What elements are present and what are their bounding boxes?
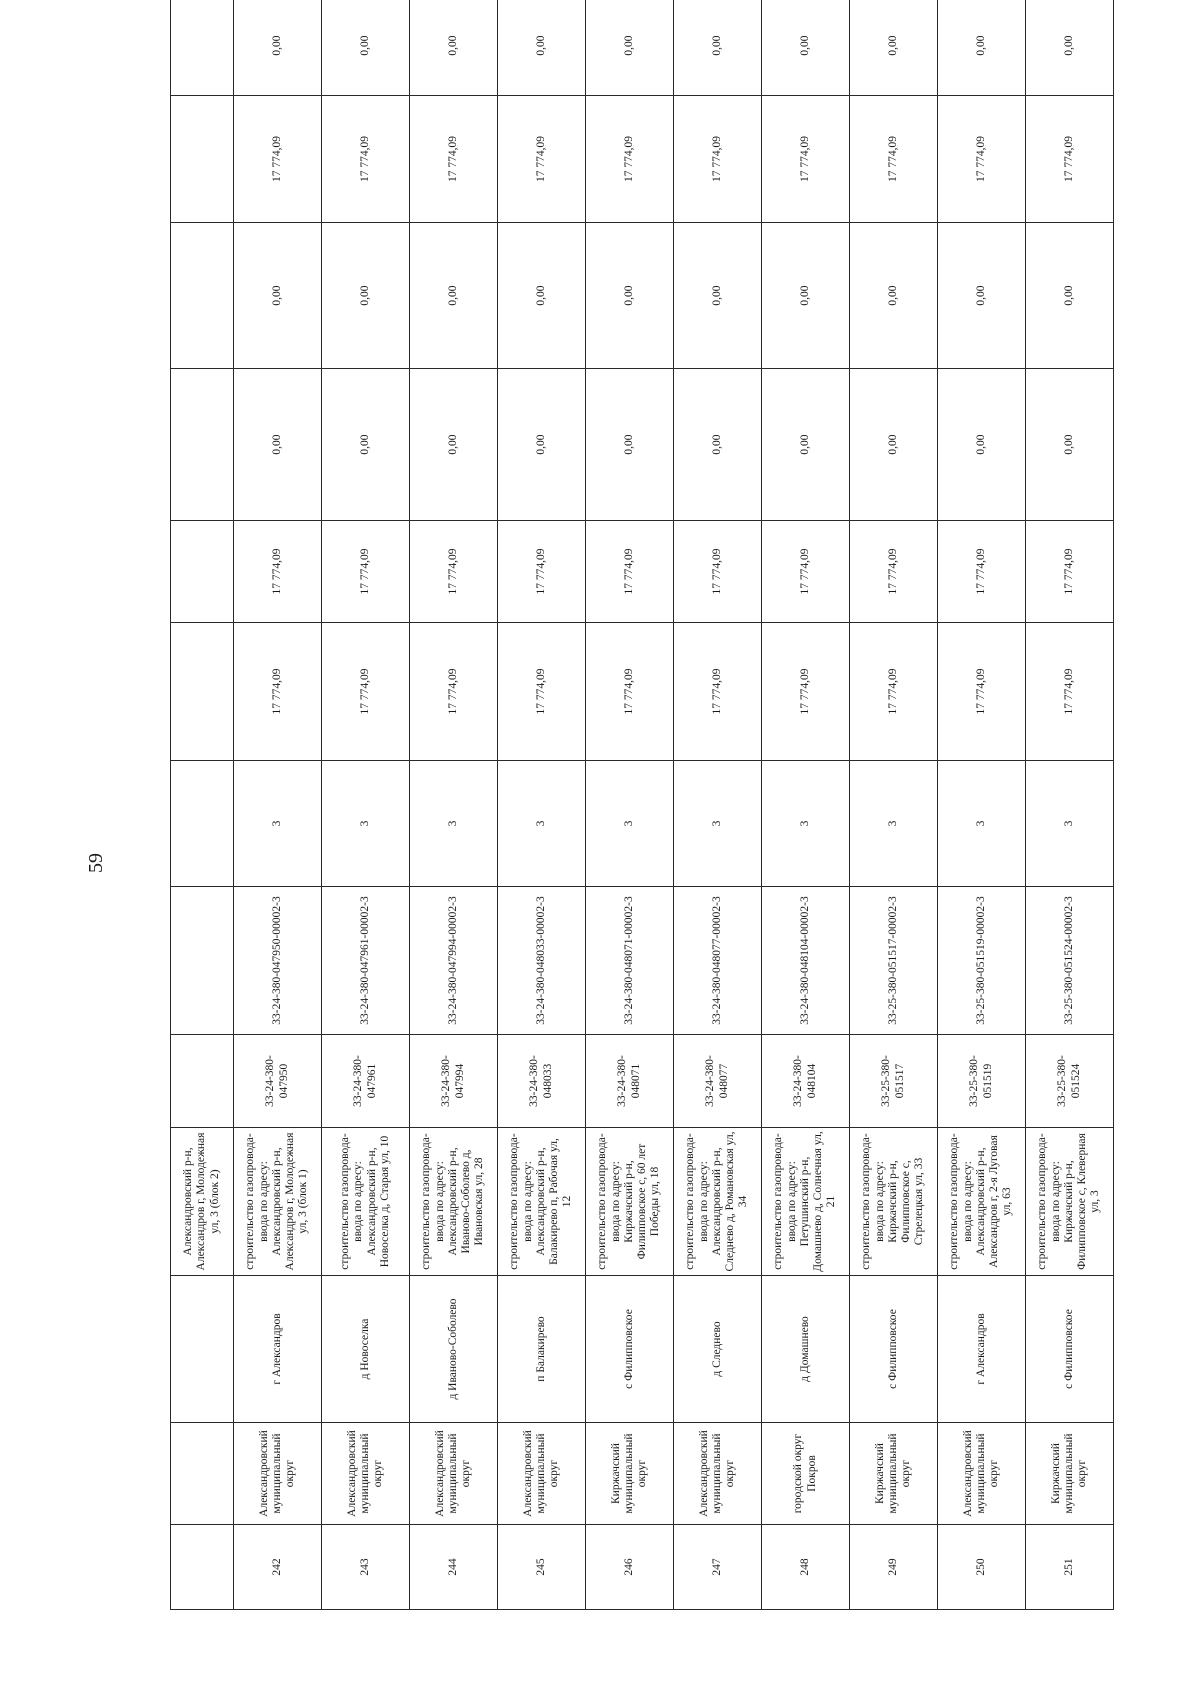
amount-cell: 17 774,09 (234, 521, 322, 623)
page-number: 59 (85, 853, 107, 873)
object-code-cell: 33-24-380-047994 (410, 1035, 498, 1128)
amount-zero-cell: 0,00 (762, 0, 850, 96)
amount-cell: 17 774,09 (322, 96, 410, 223)
amount-cell: 17 774,09 (938, 521, 1026, 623)
empty-cell (171, 223, 234, 369)
empty-cell (171, 1035, 234, 1128)
amount-cell: 17 774,09 (850, 521, 938, 623)
category-cell: 3 (586, 761, 674, 887)
amount-zero-cell: 0,00 (234, 369, 322, 521)
district-cell: Киржачский муниципальный округ (1026, 1423, 1114, 1525)
amount-cell: 17 774,09 (498, 521, 586, 623)
amount-zero-cell: 0,00 (938, 223, 1026, 369)
table-row (762, 0, 850, 1610)
category-cell: 3 (498, 761, 586, 887)
district-cell: Александровский муниципальный округ (322, 1423, 410, 1525)
amount-zero-cell: 0,00 (850, 0, 938, 96)
amount-zero-cell: 0,00 (498, 369, 586, 521)
amount-zero-cell: 0,00 (938, 369, 1026, 521)
object-name-cell: строительство газопровода-ввода по адресу: Александровский р-н, Александров г, 2-я Луговая ул, 63 (938, 1128, 1026, 1276)
amount-cell: 17 774,09 (410, 96, 498, 223)
amount-cell: 17 774,09 (674, 521, 762, 623)
object-code-cell: 33-25-380-051524 (1026, 1035, 1114, 1128)
amount-zero-cell: 0,00 (410, 223, 498, 369)
amount-cell: 17 774,09 (1026, 96, 1114, 223)
empty-cell (171, 761, 234, 887)
object-name-cell: строительство газопровода-ввода по адресу: Александровский р-н, Иваново-Соболево д, Ивановская ул, 28 (410, 1128, 498, 1276)
empty-cell (171, 1423, 234, 1525)
table-row (938, 0, 1026, 1610)
amount-zero-cell: 0,00 (762, 369, 850, 521)
district-cell: Александровский муниципальный округ (498, 1423, 586, 1525)
row-number-cell: 242 (234, 1525, 322, 1610)
amount-zero-cell: 0,00 (234, 0, 322, 96)
object-code-cell: 33-24-380-048033 (498, 1035, 586, 1128)
amount-total-cell: 17 774,09 (762, 623, 850, 761)
row-number-cell: 246 (586, 1525, 674, 1610)
category-cell: 3 (234, 761, 322, 887)
row-number-cell: 251 (1026, 1525, 1114, 1610)
amount-zero-cell: 0,00 (674, 369, 762, 521)
amount-zero-cell: 0,00 (410, 0, 498, 96)
amount-total-cell: 17 774,09 (586, 623, 674, 761)
amount-total-cell: 17 774,09 (1026, 623, 1114, 761)
amount-cell: 17 774,09 (322, 521, 410, 623)
amount-cell: 17 774,09 (498, 96, 586, 223)
object-code-cell: 33-24-380-047950 (234, 1035, 322, 1128)
amount-total-cell: 17 774,09 (674, 623, 762, 761)
district-cell: Александровский муниципальный округ (938, 1423, 1026, 1525)
district-cell: Александровский муниципальный округ (410, 1423, 498, 1525)
empty-cell (171, 1525, 234, 1610)
table-row (586, 0, 674, 1610)
amount-cell: 17 774,09 (762, 521, 850, 623)
row-number-cell: 249 (850, 1525, 938, 1610)
district-cell: Киржачский муниципальный округ (586, 1423, 674, 1525)
data-table (170, 0, 1114, 1610)
empty-cell (171, 623, 234, 761)
full-code-cell: 33-24-380-047994-00002-3 (410, 887, 498, 1035)
full-code-cell: 33-25-380-051519-00002-3 (938, 887, 1026, 1035)
object-name-cell: строительство газопровода-ввода по адресу: Александровский р-н, Александров г, Молодежная ул, 3 (блок 1) (234, 1128, 322, 1276)
row-number-cell: 245 (498, 1525, 586, 1610)
settlement-cell: д Новоселка (322, 1276, 410, 1423)
empty-cell (171, 0, 234, 96)
continued-row (171, 0, 234, 1610)
amount-zero-cell: 0,00 (322, 223, 410, 369)
amount-cell: 17 774,09 (762, 96, 850, 223)
settlement-cell: д Следнево (674, 1276, 762, 1423)
object-code-cell: 33-25-380-051519 (938, 1035, 1026, 1128)
object-code-cell: 33-24-380-048104 (762, 1035, 850, 1128)
table-row (1026, 0, 1114, 1610)
empty-cell (171, 369, 234, 521)
empty-cell (171, 96, 234, 223)
table-row (410, 0, 498, 1610)
empty-cell (171, 887, 234, 1035)
object-name-cell: строительство газопровода-ввода по адресу: Киржачский р-н, Филипповское с, Стрелецкая ул, 33 (850, 1128, 938, 1276)
amount-zero-cell: 0,00 (762, 223, 850, 369)
table-row (674, 0, 762, 1610)
amount-cell: 17 774,09 (586, 521, 674, 623)
amount-zero-cell: 0,00 (586, 0, 674, 96)
row-number-cell: 244 (410, 1525, 498, 1610)
amount-cell: 17 774,09 (586, 96, 674, 223)
district-cell: Александровский муниципальный округ (674, 1423, 762, 1525)
full-code-cell: 33-24-380-048104-00002-3 (762, 887, 850, 1035)
full-code-cell: 33-24-380-048033-00002-3 (498, 887, 586, 1035)
object-code-cell: 33-25-380-051517 (850, 1035, 938, 1128)
amount-zero-cell: 0,00 (850, 223, 938, 369)
full-code-cell: 33-25-380-051517-00002-3 (850, 887, 938, 1035)
full-code-cell: 33-24-380-047950-00002-3 (234, 887, 322, 1035)
amount-cell: 17 774,09 (410, 521, 498, 623)
amount-cell: 17 774,09 (1026, 521, 1114, 623)
amount-zero-cell: 0,00 (586, 369, 674, 521)
settlement-cell: с Филипповское (1026, 1276, 1114, 1423)
category-cell: 3 (762, 761, 850, 887)
amount-zero-cell: 0,00 (322, 0, 410, 96)
category-cell: 3 (674, 761, 762, 887)
table-row (234, 0, 322, 1610)
amount-zero-cell: 0,00 (234, 223, 322, 369)
full-code-cell: 33-24-380-047961-00002-3 (322, 887, 410, 1035)
amount-cell: 17 774,09 (850, 96, 938, 223)
amount-zero-cell: 0,00 (322, 369, 410, 521)
amount-zero-cell: 0,00 (498, 223, 586, 369)
amount-total-cell: 17 774,09 (410, 623, 498, 761)
object-name-cell: строительство газопровода-ввода по адресу: Петушинский р-н, Домашнево д, Солнечная ул, 21 (762, 1128, 850, 1276)
category-cell: 3 (850, 761, 938, 887)
amount-zero-cell: 0,00 (674, 0, 762, 96)
row-number-cell: 243 (322, 1525, 410, 1610)
category-cell: 3 (1026, 761, 1114, 887)
district-cell: городской округ Покров (762, 1423, 850, 1525)
object-name-cell: строительство газопровода-ввода по адресу: Александровский р-н, Балакирево п, Рабочая ул, 12 (498, 1128, 586, 1276)
object-name-cell: строительство газопровода-ввода по адресу: Киржачский р-н, Филипповское с, 60 лет Победы ул, 18 (586, 1128, 674, 1276)
amount-zero-cell: 0,00 (410, 369, 498, 521)
table-row (322, 0, 410, 1610)
table-row (498, 0, 586, 1610)
amount-zero-cell: 0,00 (1026, 369, 1114, 521)
amount-zero-cell: 0,00 (850, 369, 938, 521)
amount-zero-cell: 0,00 (674, 223, 762, 369)
object-name-cell: строительство газопровода-ввода по адресу: Александровский р-н, Следнево д, Романовская ул, 34 (674, 1128, 762, 1276)
district-cell: Александровский муниципальный округ (234, 1423, 322, 1525)
amount-zero-cell: 0,00 (938, 0, 1026, 96)
amount-total-cell: 17 774,09 (850, 623, 938, 761)
amount-total-cell: 17 774,09 (234, 623, 322, 761)
table-container (170, 35, 1102, 1610)
object-code-cell: 33-24-380-048071 (586, 1035, 674, 1128)
amount-cell: 17 774,09 (938, 96, 1026, 223)
district-cell: Киржачский муниципальный округ (850, 1423, 938, 1525)
amount-zero-cell: 0,00 (1026, 0, 1114, 96)
table-row (850, 0, 938, 1610)
amount-total-cell: 17 774,09 (938, 623, 1026, 761)
full-code-cell: 33-24-380-048071-00002-3 (586, 887, 674, 1035)
object-code-cell: 33-24-380-047961 (322, 1035, 410, 1128)
amount-zero-cell: 0,00 (586, 223, 674, 369)
row-number-cell: 247 (674, 1525, 762, 1610)
amount-zero-cell: 0,00 (1026, 223, 1114, 369)
amount-total-cell: 17 774,09 (322, 623, 410, 761)
object-name-cell: строительство газопровода-ввода по адресу: Киржачский р-н, Филипповское с, Клеверная ул, 3 (1026, 1128, 1114, 1276)
full-code-cell: 33-25-380-051524-00002-3 (1026, 887, 1114, 1035)
settlement-cell: п Балакирево (498, 1276, 586, 1423)
amount-cell: 17 774,09 (234, 96, 322, 223)
row-number-cell: 250 (938, 1525, 1026, 1610)
amount-total-cell: 17 774,09 (498, 623, 586, 761)
amount-cell: 17 774,09 (674, 96, 762, 223)
category-cell: 3 (410, 761, 498, 887)
full-code-cell: 33-24-380-048077-00002-3 (674, 887, 762, 1035)
settlement-cell: с Филипповское (586, 1276, 674, 1423)
settlement-cell: д Иваново-Соболево (410, 1276, 498, 1423)
settlement-cell: г Александров (234, 1276, 322, 1423)
row-number-cell: 248 (762, 1525, 850, 1610)
empty-cell (171, 1276, 234, 1423)
empty-cell (171, 521, 234, 623)
category-cell: 3 (938, 761, 1026, 887)
category-cell: 3 (322, 761, 410, 887)
settlement-cell: г Александров (938, 1276, 1026, 1423)
settlement-cell: с Филипповское (850, 1276, 938, 1423)
settlement-cell: д Домашнево (762, 1276, 850, 1423)
object-name-cell: строительство газопровода-ввода по адресу: Александровский р-н, Новоселка д, Старая ул, 10 (322, 1128, 410, 1276)
amount-zero-cell: 0,00 (498, 0, 586, 96)
object-code-cell: 33-24-380-048077 (674, 1035, 762, 1128)
object-name-cell: Александровский р-н, Александров г, Молодежная ул, 3 (блок 2) (171, 1128, 234, 1276)
